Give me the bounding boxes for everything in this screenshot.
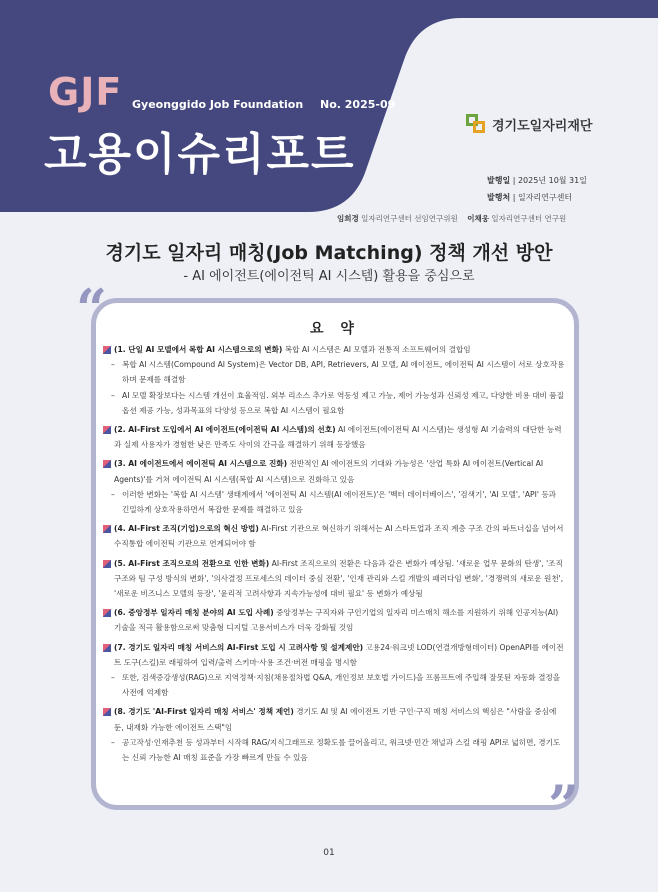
summary-item-title: (8. 경기도 'AI-First 일자리 매칭 서비스' 정책 제언) <box>114 707 294 717</box>
summary-item-body: 중앙정부는 구직자와 구인기업의 일자리 미스매치 해소를 지원하기 위해 인공지능(AI) 기술을 적극 활용함으로써 맞춤형 디지털 고용서비스가 더욱 강화될 것임 <box>114 608 559 633</box>
issue-number: No. 2025-09 <box>320 98 396 111</box>
dash-bullet-icon: – <box>111 489 115 499</box>
square-bullet-icon <box>103 426 111 434</box>
dash-bullet-icon: – <box>111 673 115 683</box>
summary-item <box>103 342 565 418</box>
summary-item-head <box>103 605 565 635</box>
dash-bullet-icon: – <box>111 390 115 400</box>
author-name: 이채웅 <box>467 214 490 223</box>
summary-item <box>103 640 565 701</box>
summary-sub-text: 공고작성·인재추천 등 성과부터 시작해 RAG/지식그래프로 정확도를 끌어올리고, 워크넷·민간 채널과 스킬 래핑 API로 넓히면, 경기도는 신뢰 가능한 AI 매칭 표준을 가장 빠르게 만들 수 있음 <box>122 737 561 763</box>
summary-item-body: 고용24·워크넷 LOD(연결개방형데이터) OpenAPI를 에이전트 도구(스킬)로 래핑하여 입력/출력 스키마·사용 조건·버전 매핑을 명시함 <box>114 642 564 667</box>
summary-sub-point <box>103 388 565 418</box>
summary-item-title: (4. AI-First 조직(기업)으로의 혁신 방법) <box>114 524 259 534</box>
open-quote-icon: “ <box>76 277 108 341</box>
square-bullet-icon <box>103 460 111 468</box>
foundation-name: Gyeonggido Job Foundation <box>132 98 304 111</box>
summary-item-title: (2. AI-First 도입에서 AI 에이전트(에이전틱 AI 시스템)의 선호) <box>114 425 336 435</box>
authors-line <box>337 213 566 224</box>
summary-sub-text: 또한, 검색증강생성(RAG)으로 지역정책·지침(채용절차법 Q&A, 개인정보 보호법 가이드)을 프롬프트에 주입해 잘못된 자동화 결정을 사전에 억제함 <box>122 673 561 698</box>
page-number: 01 <box>323 848 335 858</box>
summary-item-body: AI 에이전트(에이전틱 AI 시스템)는 생성형 AI 기술력의 대단한 능력과 실제 사용자가 경험한 낮은 만족도 사이의 간극을 해결하기 위해 등장했음 <box>114 425 562 450</box>
summary-item-title: (1. 단일 AI 모델에서 복합 AI 시스템으로의 변화) <box>114 345 283 354</box>
summary-item-title: (3. AI 에이전트에서 에이전틱 AI 시스템으로 진화) <box>114 459 288 469</box>
logo-text: 경기도일자리재단 <box>492 118 593 134</box>
square-bullet-icon <box>103 644 111 652</box>
summary-item-body: 경기도 AI 및 AI 에이전트 기반 구인·구직 매칭 서비스의 핵심은 "사람을 중심에 둔, 내재화 가능한 에이전트 스택"임 <box>114 707 557 732</box>
summary-item <box>103 456 565 517</box>
summary-item-head <box>103 342 565 357</box>
publish-date: 발행일 | 2025년 10월 31일 <box>487 176 587 185</box>
dash-bullet-icon: – <box>111 737 115 747</box>
summary-sub-text: 복합 AI 시스템(Compound AI System)은 Vector DB, API, Retrievers, AI 모델, AI 에이전트, 에이전틱 AI 시스템이 서로 상호작용하며 문제를 해결함 <box>122 360 565 385</box>
report-subtitle: - AI 에이전트(에이전틱 AI 시스템) 활용을 중심으로 <box>183 269 475 284</box>
summary-item-body: 복합 AI 시스템은 AI 모델과 전통적 소프트웨어의 결합임 <box>282 345 471 354</box>
publisher: 발행처 | 일자리연구센터 <box>487 193 573 202</box>
close-quote-icon: ” <box>548 773 580 837</box>
summary-item <box>103 521 565 551</box>
summary-item <box>103 704 565 765</box>
author-role: 일자리연구센터 선임연구위원 <box>361 214 458 223</box>
summary-item-head <box>103 640 565 670</box>
summary-item-body: AI-First 조직으로의 전환은 다음과 같은 변화가 예상됨. '새로운 업무 문화의 탄생', '조직 구조와 팀 구성 방식의 변화', '의사결정 프로세스의 데이터 중심 전환', '인재 관리와 스킬 개발의 패러다임 변화', '경쟁력의 새로운 원천', '새로운 비즈니스 모델의 등장', '윤리적 고려사항과 지속가능성에 대비 필요' 등 변화가 예상됨 <box>114 558 564 599</box>
report-main-title: 경기도 일자리 매칭(Job Matching) 정책 개선 방안 <box>105 242 553 264</box>
square-bullet-icon <box>103 346 111 354</box>
summary-item <box>103 422 565 452</box>
summary-item-title: (6. 중앙정부 일자리 매칭 분야의 AI 도입 사례) <box>114 608 274 618</box>
square-bullet-icon <box>103 609 111 617</box>
author-name: 임희경 <box>337 214 359 223</box>
summary-sub-point <box>103 357 565 387</box>
summary-item-body: AI-First 기관으로 혁신하기 위해서는 AI 스타트업과 조직 계층 구조 간의 파트너십을 넘어서 수직통합 에이전틱 기관으로 연계되어야 함 <box>114 524 564 549</box>
summary-item-head <box>103 422 565 452</box>
summary-sub-text: 이러한 변화는 '복합 AI 시스템' 생태계에서 '에이전틱 AI 시스템(AI 에이전트)'은 '벡터 데이터베이스', '검색기', 'AI 모델', 'API' 등과 긴밀하게 상호작용하면서 복잡한 문제를 해결하고 있음 <box>122 489 557 515</box>
summary-item-head <box>103 556 565 602</box>
brand-logo-text: GJF <box>48 70 123 114</box>
publication-meta <box>487 172 587 206</box>
summary-item-head <box>103 456 565 486</box>
foundation-logo <box>466 114 592 134</box>
summary-item-title: (7. 경기도 일자리 매칭 서비스의 AI-First 도입 시 고려사항 및 설계제안) <box>114 642 364 652</box>
summary-items <box>103 342 565 769</box>
summary-item-head <box>103 704 565 734</box>
summary-sub-point <box>103 670 565 700</box>
summary-sub-point <box>103 735 565 765</box>
summary-item-body: 전반적인 AI 에이전트의 기대와 가능성은 '산업 특화 AI 에이전트(Vertical AI Agents)'를 거쳐 에이전틱 AI 시스템(복합 AI 시스템)으로 진화하고 있음 <box>114 459 544 484</box>
square-bullet-icon <box>103 525 111 533</box>
summary-sub-text: AI 모델 확장보다는 시스템 개선이 효율적임. 외부 리소스 추가로 역동성 제고 가능, 제어 가능성과 신뢰성 제고, 다양한 비용 대비 품질 옵션 제공 가능, 성과목표의 다양성 등으로 복합 AI 시스템이 필요함 <box>122 390 564 415</box>
summary-item-title: (5. AI-First 조직으로의 전환으로 인한 변화) <box>114 558 270 568</box>
summary-item <box>103 556 565 602</box>
summary-heading: 요 약 <box>310 321 360 337</box>
summary-item-head <box>103 521 565 551</box>
author-role: 일자리연구센터 연구원 <box>491 214 567 223</box>
square-bullet-icon <box>103 560 111 568</box>
summary-item <box>103 605 565 635</box>
report-title: 고용이슈리포트 <box>44 129 356 180</box>
square-bullet-icon <box>103 708 111 716</box>
logo-mark-icon <box>466 114 486 134</box>
summary-sub-point <box>103 487 565 517</box>
dash-bullet-icon: – <box>111 360 115 370</box>
